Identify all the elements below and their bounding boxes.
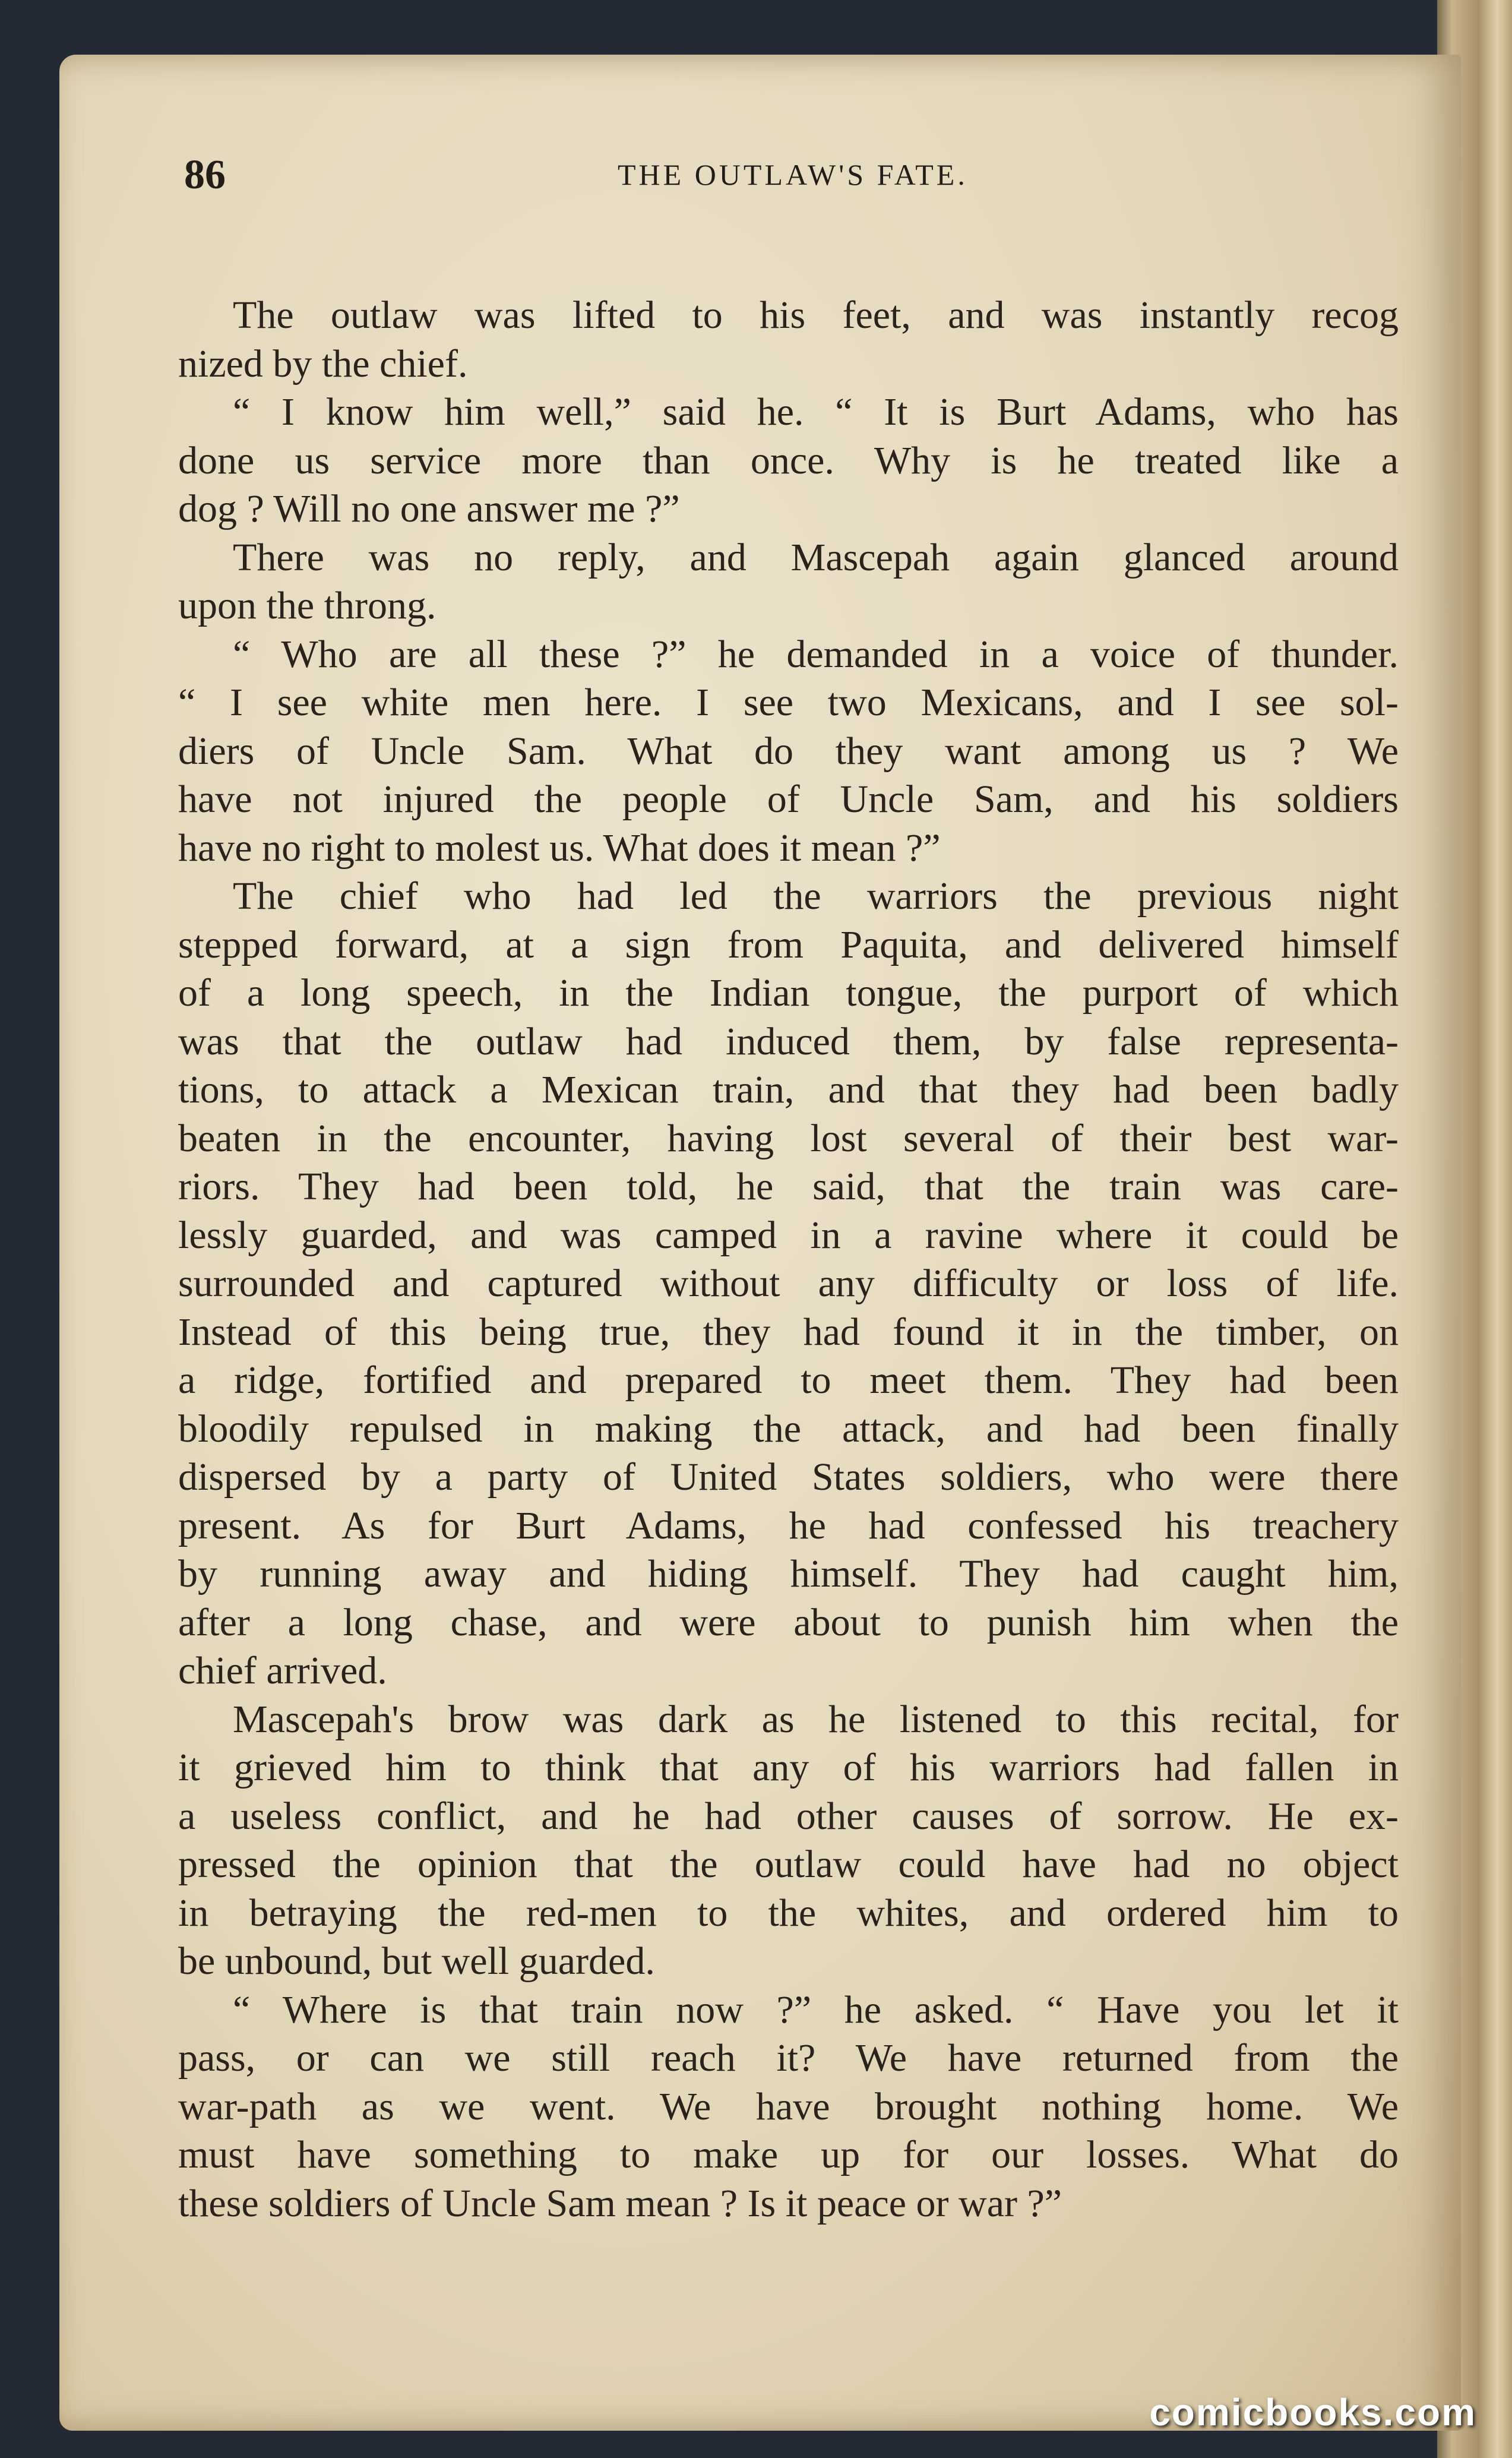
text-line: tions, to attack a Mexican train, and that they had been badly [178,1068,1399,1111]
text-line: was that the outlaw had induced them, by false representa- [178,1019,1399,1063]
text-line: it grieved him to think that any of his warriors had fallen in [178,1746,1399,1789]
text-line: of a long speech, in the Indian tongue, the purport of which [178,971,1399,1015]
text-line: in betraying the red-men to the whites, and ordered him to [178,1891,1399,1935]
text-line: have no right to molest us. What does it mean ?” [178,826,941,870]
text-line: chief arrived. [178,1649,387,1692]
text-line: stepped forward, at a sign from Paquita, and delivered himself [178,922,1399,966]
text-line: done us service more than once. Why is he treated like a [178,438,1399,482]
text-line: a useless conflict, and he had other causes of sorrow. He ex- [178,1794,1399,1838]
text-line: dog ? Will no one answer me ?” [178,487,680,530]
watermark: comicbooks.com [1149,2391,1476,2434]
text-line: “ Where is that train now ?” he asked. “ Have you let it [233,1988,1399,2032]
page-number: 86 [184,152,226,198]
text-line: diers of Uncle Sam. What do they want among us ? We [178,729,1399,773]
text-line: have not injured the people of Uncle Sam, and his soldiers [178,778,1399,821]
text-line: bloodily repulsed in making the attack, and had been finally [178,1407,1399,1451]
text-line: lessly guarded, and was camped in a ravine where it could be [178,1213,1399,1257]
text-line: after a long chase, and were about to punish him when the [178,1600,1399,1644]
text-line: upon the throng. [178,584,436,627]
text-line: must have something to make up for our losses. What do [178,2133,1399,2176]
text-line: be unbound, but well guarded. [178,1939,655,1983]
text-line: “ I know him well,” said he. “ It is Burt Adams, who has [233,390,1399,434]
text-line: Mascepah's brow was dark as he listened to this recital, for [233,1697,1399,1741]
text-line: these soldiers of Uncle Sam mean ? Is it peace or war ?” [178,2181,1062,2225]
text-line: a ridge, fortified and prepared to meet them. They had been [178,1358,1399,1402]
text-line: “ Who are all these ?” he demanded in a voice of thunder. [233,632,1399,676]
text-line: surrounded and captured without any difficulty or loss of life. [178,1262,1399,1305]
text-line: Instead of this being true, they had found it in the timber, on [178,1310,1399,1354]
text-line: “ I see white men here. I see two Mexicans, and I see sol- [178,681,1399,724]
text-line: nized by the chief. [178,342,468,386]
running-title: THE OUTLAW'S FATE. [618,158,968,191]
text-line: beaten in the encounter, having lost several of their best war- [178,1116,1399,1160]
text-line: The chief who had led the warriors the previous night [233,874,1399,918]
text-line: There was no reply, and Mascepah again glanced around [233,535,1399,579]
text-line: The outlaw was lifted to his feet, and was instantly recog [233,293,1399,337]
text-line: dispersed by a party of United States soldiers, who were there [178,1455,1399,1499]
page-header [184,151,1372,223]
text-line: pass, or can we still reach it? We have returned from the [178,2036,1399,2080]
text-line: by running away and hiding himself. They had caught him, [178,1552,1399,1596]
text-line: riors. They had been told, he said, that the train was care- [178,1165,1399,1208]
text-line: pressed the opinion that the outlaw could have had no object [178,1843,1399,1886]
body-text [178,291,1399,2228]
text-line: present. As for Burt Adams, he had confessed his treachery [178,1503,1399,1547]
text-line: war-path as we went. We have brought nothing home. We [178,2084,1399,2128]
